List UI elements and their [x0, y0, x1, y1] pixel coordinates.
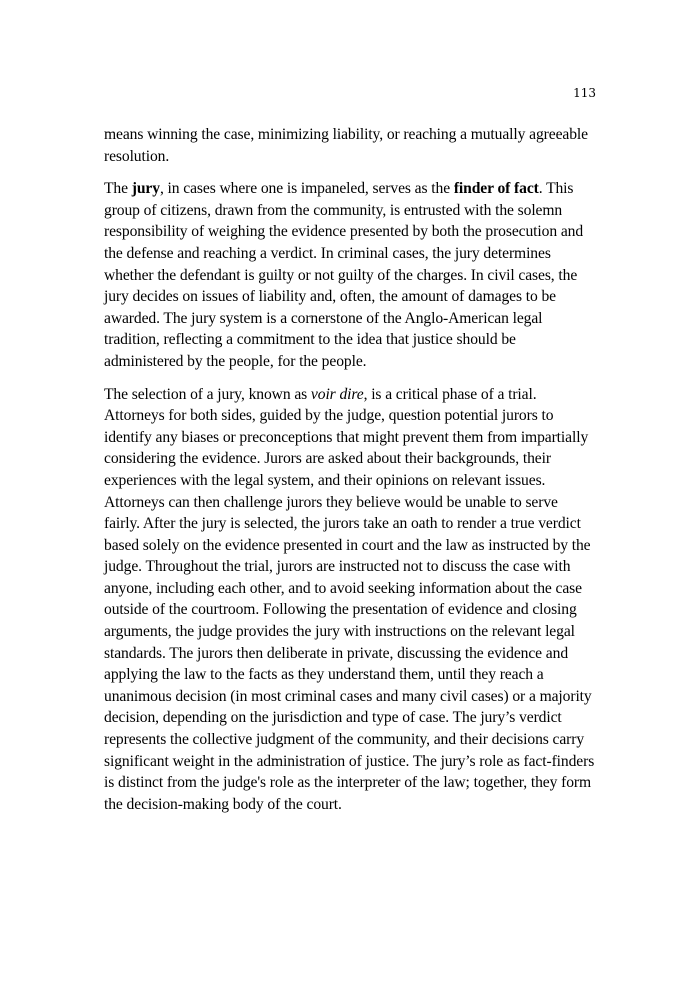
paragraph-3-lead: The selection of a jury, known as [104, 385, 311, 403]
paragraph-2-rest: . This group of citizens, drawn from the community, is entrusted with the solemn responsibility of weighing the evidence presented by both the prosecution and the defense and reaching a verdict. In criminal cases, the jury determines whether the defendant is guilty or not guilty of the charges. In civil cases, the jury decides on issues of liability and, often, the amount of damages to be awarded. The jury system is a cornerstone of the Anglo-American legal tradition, reflecting a commitment to the idea that justice should be administered by the people, for the people. [104, 180, 584, 370]
paragraph-1-text: means winning the case, minimizing liability, or reaching a mutually agreeable resolution. [104, 126, 588, 165]
paragraph-2-mid: , in cases where one is impaneled, serves as the [159, 180, 454, 198]
paragraph-1 [104, 124, 596, 167]
page-number: 113 [573, 86, 596, 100]
term-finder-of-fact: finder of fact [453, 180, 539, 198]
paragraph-2 [104, 178, 596, 372]
term-jury: jury [131, 180, 160, 198]
paragraph-2-lead: The [104, 180, 132, 198]
paragraph-3-rest: , is a critical phase of a trial. Attorneys for both sides, guided by the judge, question potential jurors to identify any biases or preconceptions that might prevent them from impartially considering the evidence. Jurors are asked about their backgrounds, their experiences with the legal system, and their opinions on relevant issues. Attorneys can then challenge jurors they believe would be unable to serve fairly. After the jury is selected, the jurors take an oath to render a true verdict based solely on the evidence presented in court and the law as instructed by the judge. Throughout the trial, jurors are instructed not to discuss the case with anyone, including each other, and to avoid seeking information about the case outside of the courtroom. Following the presentation of evidence and closing arguments, the judge provides the jury with instructions on the relevant legal standards. The jurors then deliberate in private, discussing the evidence and applying the law to the facts as they understand them, until they reach a unanimous decision (in most criminal cases and many civil cases) or a majority decision, depending on the jurisdiction and type of case. The jury’s verdict represents the collective judgment of the community, and their decisions carry significant weight in the administration of justice. The jury’s role as fact-finders is distinct from the judge's role as the interpreter of the law; together, they form the decision-making body of the court. [104, 385, 595, 813]
body-text [104, 124, 596, 826]
term-voir-dire: voir dire [310, 385, 364, 403]
paragraph-3 [104, 384, 596, 816]
